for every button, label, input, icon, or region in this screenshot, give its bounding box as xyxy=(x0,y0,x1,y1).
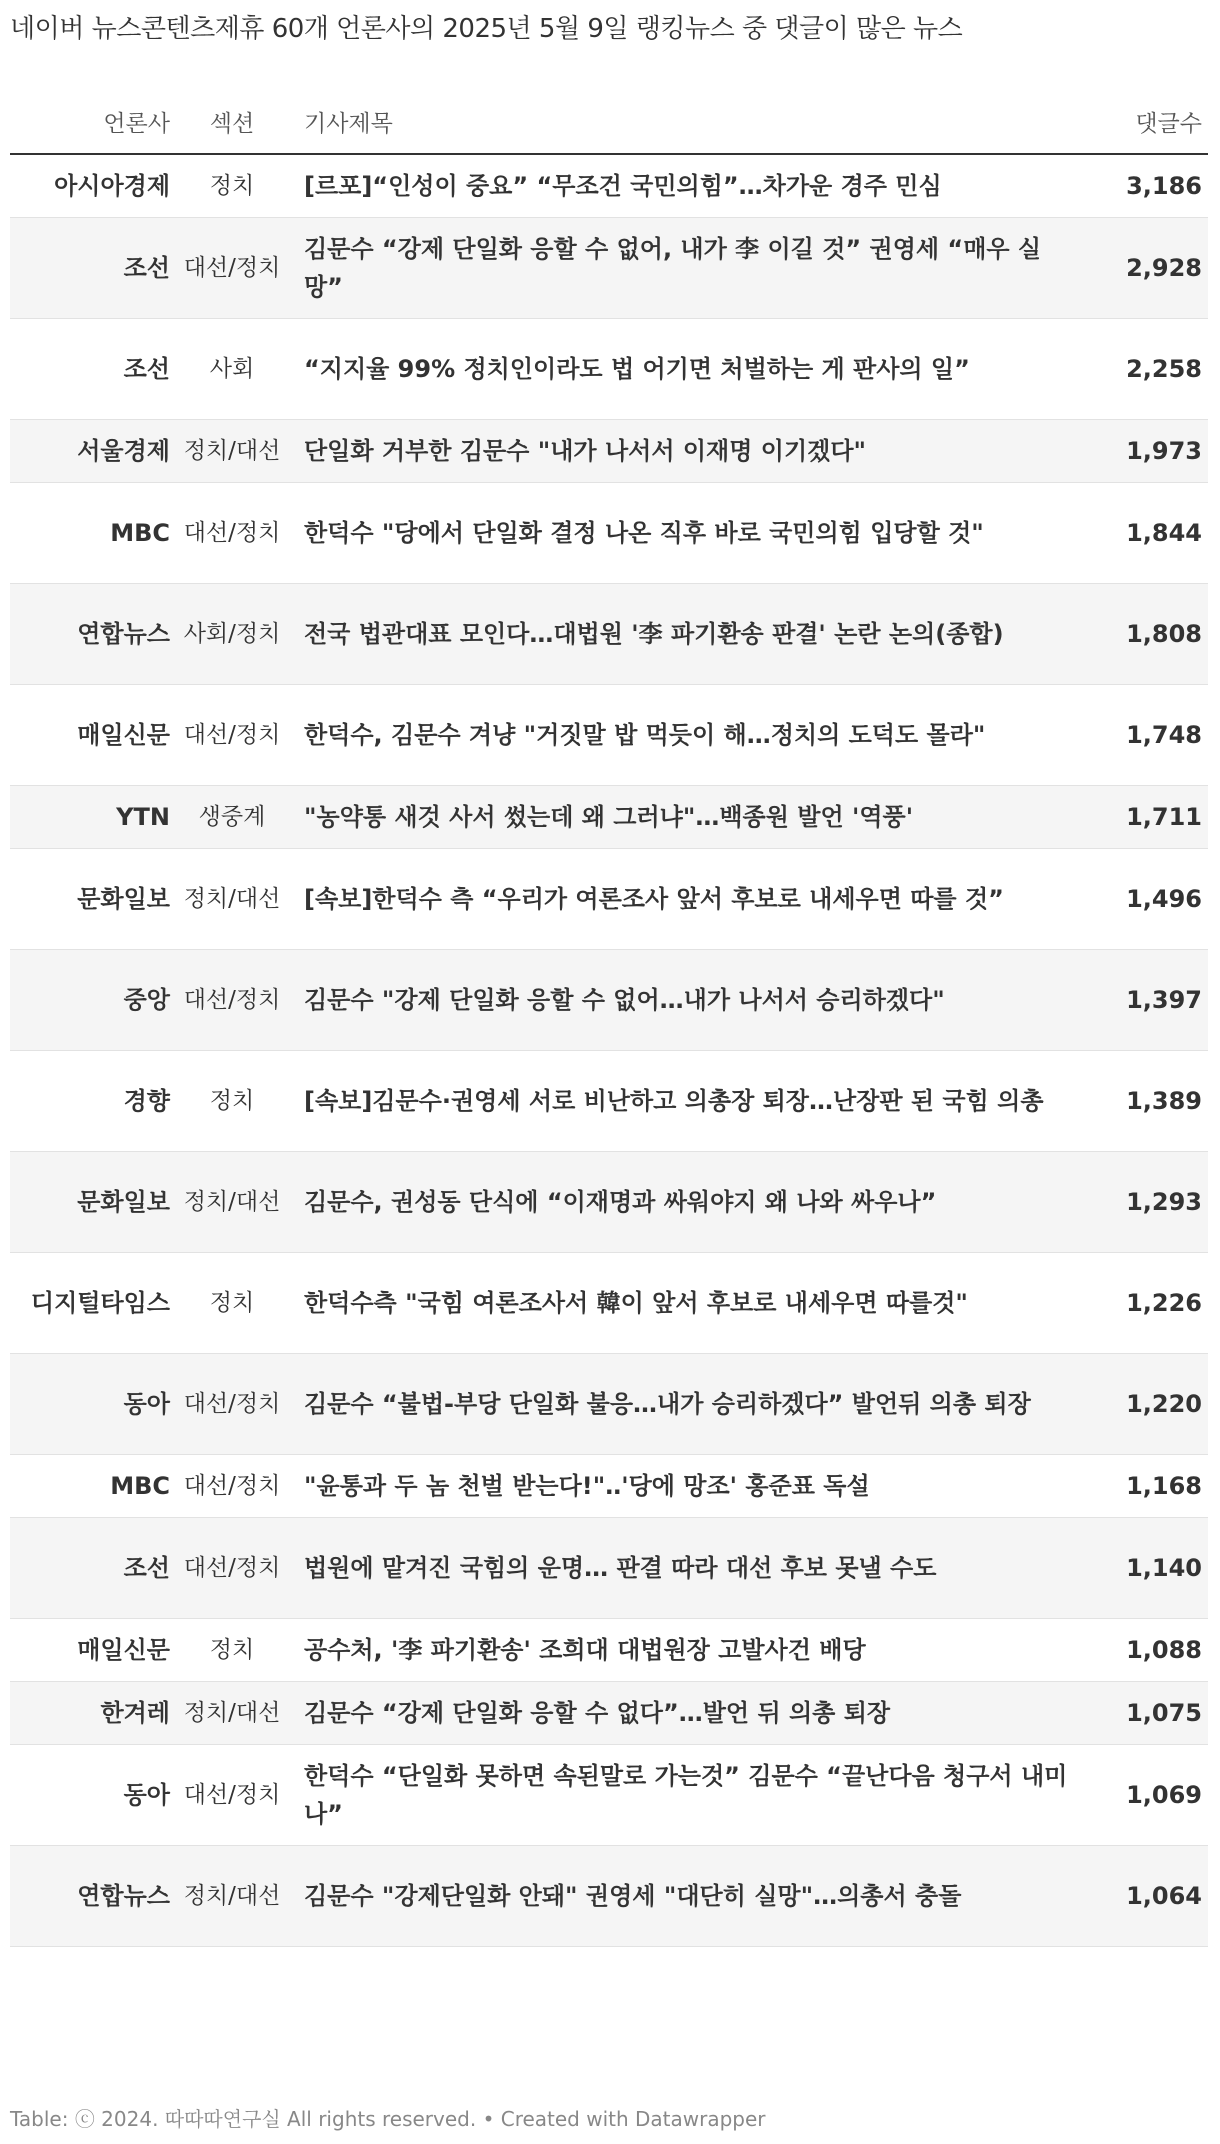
table-row xyxy=(10,1051,1208,1152)
press-cell: 경향 xyxy=(10,1051,180,1152)
section-cell: 사회/정치 xyxy=(180,584,284,685)
ranking-table xyxy=(10,90,1208,1947)
table-row xyxy=(10,319,1208,420)
press-cell: 디지털타임스 xyxy=(10,1253,180,1354)
table-row xyxy=(10,218,1208,319)
table-footer: Table: ⓒ 2024. 따따따연구실 All rights reserved. • Created with Datawrapper xyxy=(10,2107,766,2131)
comment-count-cell: 1,168 xyxy=(1092,1455,1208,1518)
header-row xyxy=(10,90,1208,154)
comment-count-cell: 1,075 xyxy=(1092,1682,1208,1745)
section-cell: 대선/정치 xyxy=(180,483,284,584)
press-cell: MBC xyxy=(10,1455,180,1518)
comment-count-cell: 1,397 xyxy=(1092,950,1208,1051)
table-row xyxy=(10,950,1208,1051)
comment-count-cell: 3,186 xyxy=(1092,154,1208,218)
column-header-comments[interactable]: 댓글수 xyxy=(1092,90,1208,154)
press-cell: 연합뉴스 xyxy=(10,584,180,685)
press-cell: 조선 xyxy=(10,319,180,420)
article-title-cell: [속보]한덕수 측 “우리가 여론조사 앞서 후보로 내세우면 따를 것” xyxy=(284,849,1092,950)
article-title-cell: 한덕수, 김문수 겨냥 "거짓말 밥 먹듯이 해…정치의 도덕도 몰라" xyxy=(284,685,1092,786)
column-header-section[interactable]: 섹션 xyxy=(180,90,284,154)
comment-count-cell: 1,293 xyxy=(1092,1152,1208,1253)
table-row xyxy=(10,1518,1208,1619)
press-cell: 조선 xyxy=(10,1518,180,1619)
table-body xyxy=(10,154,1208,1947)
article-title-cell: 전국 법관대표 모인다…대법원 '李 파기환송 판결' 논란 논의(종합) xyxy=(284,584,1092,685)
press-cell: 아시아경제 xyxy=(10,154,180,218)
press-cell: 문화일보 xyxy=(10,1152,180,1253)
comment-count-cell: 1,140 xyxy=(1092,1518,1208,1619)
table-row xyxy=(10,1619,1208,1682)
comment-count-cell: 1,069 xyxy=(1092,1745,1208,1846)
table-row xyxy=(10,786,1208,849)
article-title-cell: 김문수 "강제 단일화 응할 수 없어…내가 나서서 승리하겠다" xyxy=(284,950,1092,1051)
section-cell: 생중계 xyxy=(180,786,284,849)
comment-count-cell: 1,496 xyxy=(1092,849,1208,950)
section-cell: 정치 xyxy=(180,1051,284,1152)
comment-count-cell: 1,808 xyxy=(1092,584,1208,685)
section-cell: 사회 xyxy=(180,319,284,420)
press-cell: 동아 xyxy=(10,1354,180,1455)
comment-count-cell: 1,973 xyxy=(1092,420,1208,483)
article-title-cell: [르포]“인성이 중요” “무조건 국민의힘”…차가운 경주 민심 xyxy=(284,154,1092,218)
section-cell: 정치/대선 xyxy=(180,1846,284,1947)
section-cell: 정치/대선 xyxy=(180,1682,284,1745)
article-title-cell: 단일화 거부한 김문수 "내가 나서서 이재명 이기겠다" xyxy=(284,420,1092,483)
press-cell: 중앙 xyxy=(10,950,180,1051)
article-title-cell: 김문수 “강제 단일화 응할 수 없어, 내가 李 이길 것” 권영세 “매우 실망” xyxy=(284,218,1092,319)
column-header-press[interactable]: 언론사 xyxy=(10,90,180,154)
comment-count-cell: 2,258 xyxy=(1092,319,1208,420)
press-cell: 매일신문 xyxy=(10,685,180,786)
comment-count-cell: 1,844 xyxy=(1092,483,1208,584)
section-cell: 대선/정치 xyxy=(180,1354,284,1455)
comment-count-cell: 1,220 xyxy=(1092,1354,1208,1455)
section-cell: 대선/정치 xyxy=(180,1518,284,1619)
article-title-cell: 김문수 "강제단일화 안돼" 권영세 "대단히 실망"…의총서 충돌 xyxy=(284,1846,1092,1947)
table-row xyxy=(10,584,1208,685)
press-cell: 문화일보 xyxy=(10,849,180,950)
article-title-cell: 공수처, '李 파기환송' 조희대 대법원장 고발사건 배당 xyxy=(284,1619,1092,1682)
comment-count-cell: 2,928 xyxy=(1092,218,1208,319)
table-row xyxy=(10,1152,1208,1253)
press-cell: YTN xyxy=(10,786,180,849)
article-title-cell: 김문수 “불법-부당 단일화 불응…내가 승리하겠다” 발언뒤 의총 퇴장 xyxy=(284,1354,1092,1455)
article-title-cell: [속보]김문수·권영세 서로 비난하고 의총장 퇴장…난장판 된 국힘 의총 xyxy=(284,1051,1092,1152)
table-row xyxy=(10,1682,1208,1745)
press-cell: 매일신문 xyxy=(10,1619,180,1682)
section-cell: 대선/정치 xyxy=(180,950,284,1051)
table-row xyxy=(10,685,1208,786)
article-title-cell: 한덕수 "당에서 단일화 결정 나온 직후 바로 국민의힘 입당할 것" xyxy=(284,483,1092,584)
section-cell: 대선/정치 xyxy=(180,218,284,319)
section-cell: 정치/대선 xyxy=(180,849,284,950)
article-title-cell: "윤통과 두 놈 천벌 받는다!"‥'당에 망조' 홍준표 독설 xyxy=(284,1455,1092,1518)
table-row xyxy=(10,1253,1208,1354)
section-cell: 정치 xyxy=(180,154,284,218)
column-header-title[interactable]: 기사제목 xyxy=(284,90,1092,154)
comment-count-cell: 1,711 xyxy=(1092,786,1208,849)
comment-count-cell: 1,748 xyxy=(1092,685,1208,786)
section-cell: 대선/정치 xyxy=(180,685,284,786)
article-title-cell: 법원에 맡겨진 국힘의 운명… 판결 따라 대선 후보 못낼 수도 xyxy=(284,1518,1092,1619)
comment-count-cell: 1,064 xyxy=(1092,1846,1208,1947)
section-cell: 정치/대선 xyxy=(180,420,284,483)
press-cell: MBC xyxy=(10,483,180,584)
table-row xyxy=(10,420,1208,483)
table-row xyxy=(10,1354,1208,1455)
section-cell: 대선/정치 xyxy=(180,1745,284,1846)
section-cell: 정치 xyxy=(180,1253,284,1354)
article-title-cell: 한덕수측 "국힘 여론조사서 韓이 앞서 후보로 내세우면 따를것" xyxy=(284,1253,1092,1354)
table-row xyxy=(10,483,1208,584)
table-title: 네이버 뉴스콘텐츠제휴 60개 언론사의 2025년 5월 9일 랭킹뉴스 중 댓글이 많은 뉴스 xyxy=(10,14,963,44)
press-cell: 한겨레 xyxy=(10,1682,180,1745)
section-cell: 정치/대선 xyxy=(180,1152,284,1253)
section-cell: 대선/정치 xyxy=(180,1455,284,1518)
article-title-cell: “지지율 99% 정치인이라도 법 어기면 처벌하는 게 판사의 일” xyxy=(284,319,1092,420)
press-cell: 서울경제 xyxy=(10,420,180,483)
article-title-cell: 김문수, 권성동 단식에 “이재명과 싸워야지 왜 나와 싸우나” xyxy=(284,1152,1092,1253)
comment-count-cell: 1,226 xyxy=(1092,1253,1208,1354)
comment-count-cell: 1,389 xyxy=(1092,1051,1208,1152)
table-row xyxy=(10,1455,1208,1518)
table-row xyxy=(10,1745,1208,1846)
comment-count-cell: 1,088 xyxy=(1092,1619,1208,1682)
press-cell: 동아 xyxy=(10,1745,180,1846)
press-cell: 조선 xyxy=(10,218,180,319)
article-title-cell: 한덕수 “단일화 못하면 속된말로 가는것” 김문수 “끝난다음 청구서 내미나” xyxy=(284,1745,1092,1846)
press-cell: 연합뉴스 xyxy=(10,1846,180,1947)
table-row xyxy=(10,154,1208,218)
table-row xyxy=(10,849,1208,950)
article-title-cell: "농약통 새것 사서 썼는데 왜 그러냐"…백종원 발언 '역풍' xyxy=(284,786,1092,849)
table-row xyxy=(10,1846,1208,1947)
section-cell: 정치 xyxy=(180,1619,284,1682)
article-title-cell: 김문수 “강제 단일화 응할 수 없다”…발언 뒤 의총 퇴장 xyxy=(284,1682,1092,1745)
